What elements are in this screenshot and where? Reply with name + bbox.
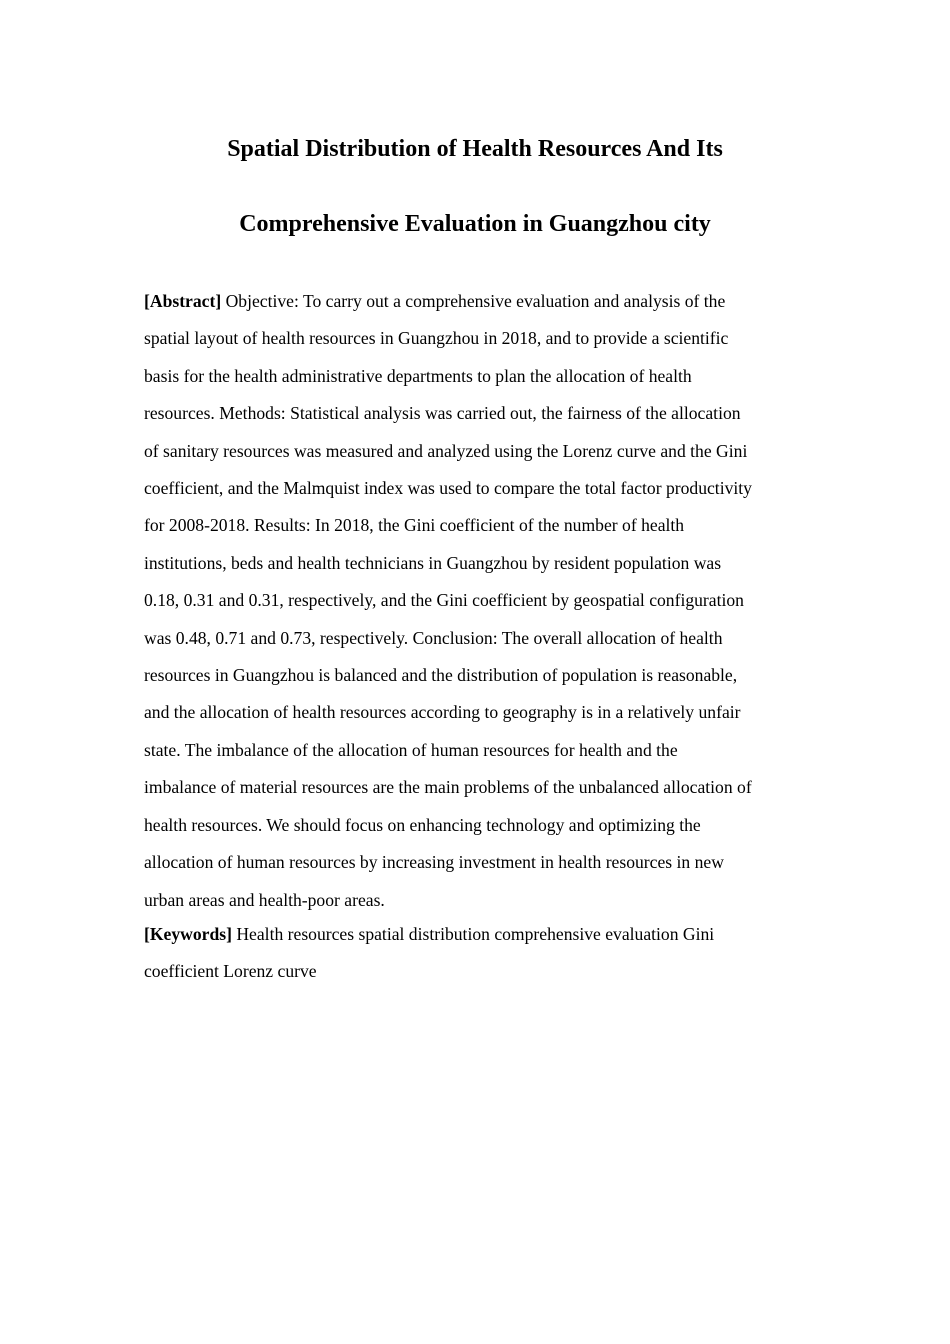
abstract-line: basis for the health administrative departments to plan the allocation of health [144,365,692,386]
abstract-line: state. The imbalance of the allocation of human resources for health and the [144,739,678,760]
paper-title-line-1: Spatial Distribution of Health Resources And Its [227,136,723,162]
keywords-line: coefficient Lorenz curve [144,961,317,982]
abstract-line: coefficient, and the Malmquist index was used to compare the total factor productivity [144,478,752,499]
abstract-line: of sanitary resources was measured and analyzed using the Lorenz curve and the Gini [144,440,748,461]
keywords-line [144,916,812,953]
keywords-section [144,916,812,991]
abstract-section [144,283,812,919]
abstract-line: 0.18, 0.31 and 0.31, respectively, and the Gini coefficient by geospatial configuration [144,590,744,611]
abstract-line: and the allocation of health resources according to geography is in a relatively unfair [144,702,741,723]
abstract-line: allocation of human resources by increasing investment in health resources in new [144,852,724,873]
abstract-line: health resources. We should focus on enhancing technology and optimizing the [144,814,701,835]
abstract-line [144,283,812,320]
abstract-line: institutions, beds and health technicians in Guangzhou by resident population was [144,552,722,573]
abstract-line: spatial layout of health resources in Guangzhou in 2018, and to provide a scientific [144,328,729,349]
abstract-line: was 0.48, 0.71 and 0.73, respectively. Conclusion: The overall allocation of health [144,627,723,648]
abstract-label: [Abstract] [144,291,222,311]
abstract-text: Objective: To carry out a comprehensive evaluation and analysis of the [221,291,726,311]
abstract-line: imbalance of material resources are the main problems of the unbalanced allocation of [144,777,752,798]
abstract-line: for 2008-2018. Results: In 2018, the Gini coefficient of the number of health [144,515,685,536]
keywords-text: Health resources spatial distribution comprehensive evaluation Gini [231,924,715,944]
keywords-label: [Keywords] [144,924,232,944]
abstract-line: resources in Guangzhou is balanced and the distribution of population is reasonable, [144,665,738,686]
paper-title-line-2: Comprehensive Evaluation in Guangzhou city [239,211,711,237]
abstract-line: urban areas and health-poor areas. [144,889,385,910]
abstract-line: resources. Methods: Statistical analysis was carried out, the fairness of the allocation [144,403,741,424]
